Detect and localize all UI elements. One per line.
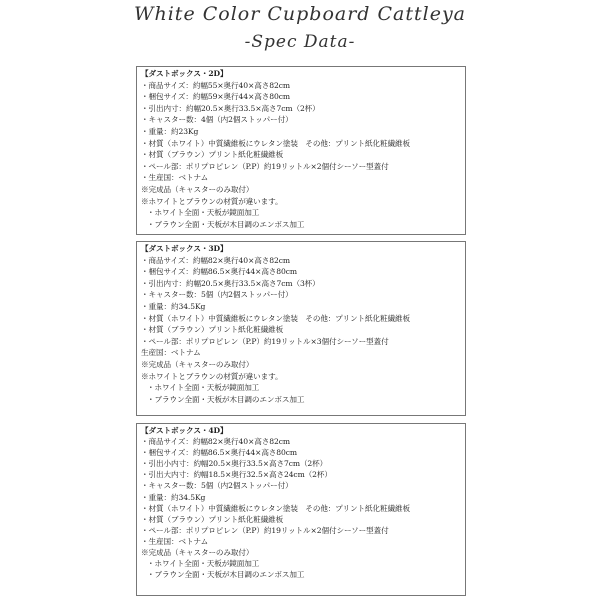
page-header xyxy=(0,0,600,60)
spec-line: ・ペール部：ポリプロピレン（P.P）約19リットル×2個付シーソー型蓋付 xyxy=(141,525,389,535)
spec-note: ※完成品（キャスターのみ取付） xyxy=(141,359,254,369)
spec-line: ・キャスター数：5個（内2個ストッパー付） xyxy=(141,290,293,300)
spec-line: ・生産国：ベトナム xyxy=(141,536,209,546)
spec-line: ・商品サイズ：約幅55×奥行40×高さ82cm xyxy=(141,80,290,90)
spec-line: ・商品サイズ：約幅82×奥行40×高さ82cm xyxy=(141,255,290,265)
section-heading: 【ダストボックス・4D】 xyxy=(141,426,228,435)
spec-line: ・ペール部：ポリプロピレン（P.P）約19リットル×2個付シーソー型蓋付 xyxy=(141,161,389,171)
spec-section-3d xyxy=(136,241,466,416)
spec-line: ・キャスター数：4個（内2個ストッパー付） xyxy=(141,115,293,125)
spec-line: ・材質（ブラウン）プリント紙化粧繊維板 xyxy=(141,325,284,335)
spec-line: ・材質（ホワイト）中質繊維板にウレタン塗装 その他：プリント紙化粧繊維板 xyxy=(141,313,410,323)
spec-note-detail: ・ホワイト全面・天板が鏡面加工 xyxy=(147,383,260,393)
spec-note-detail: ・ブラウン全面・天板が木目調のエンボス加工 xyxy=(147,570,305,580)
spec-line: ・重量：約23Kg xyxy=(141,126,199,136)
spec-line: ・梱包サイズ：約幅86.5×奥行44×高さ80cm xyxy=(141,267,298,277)
spec-note: ※ホワイトとブラウンの材質が違います。 xyxy=(141,196,283,206)
spec-note-detail: ・ホワイト全面・天板が鏡面加工 xyxy=(147,208,260,218)
page-subtitle: -Spec Data- xyxy=(244,32,356,52)
spec-line: ・梱包サイズ：約幅86.5×奥行44×高さ80cm xyxy=(141,448,298,458)
spec-line: 生産国：ベトナム xyxy=(141,348,201,358)
spec-note-detail: ・ホワイト全面・天板が鏡面加工 xyxy=(147,559,260,569)
spec-section-2d xyxy=(136,66,466,235)
spec-line: ・材質（ブラウン）プリント紙化粧繊維板 xyxy=(141,150,284,160)
spec-line: ・材質（ホワイト）中質繊維板にウレタン塗装 その他：プリント紙化粧繊維板 xyxy=(141,138,410,148)
spec-line: ・生産国：ベトナム xyxy=(141,173,209,183)
spec-line: ・重量：約34.5Kg xyxy=(141,492,206,502)
spec-line: ・引出内寸：約幅20.5×奥行33.5×高さ7cm（2杯） xyxy=(141,103,320,113)
spec-note: ※完成品（キャスターのみ取付） xyxy=(141,548,254,558)
spec-line: ・引出小内寸：約幅20.5×奥行33.5×高さ7cm（2杯） xyxy=(141,459,328,469)
spec-line: ・商品サイズ：約幅82×奥行40×高さ82cm xyxy=(141,437,290,447)
spec-line: ・重量：約34.5Kg xyxy=(141,301,206,311)
spec-section-4d xyxy=(136,423,466,596)
section-heading: 【ダストボックス・2D】 xyxy=(141,69,228,78)
spec-line: ・キャスター数：5個（内2個ストッパー付） xyxy=(141,481,293,491)
spec-line: ・ペール部：ポリプロピレン（P.P）約19リットル×3個付シーソー型蓋付 xyxy=(141,336,389,346)
spec-line: ・材質（ホワイト）中質繊維板にウレタン塗装 その他：プリント紙化粧繊維板 xyxy=(141,503,410,513)
spec-line: ・梱包サイズ：約幅59×奥行44×高さ80cm xyxy=(141,92,290,102)
spec-line: ・引出内寸：約幅20.5×奥行33.5×高さ7cm（3杯） xyxy=(141,278,320,288)
spec-line: ・引出大内寸：約幅18.5×奥行32.5×高さ24cm（2杯） xyxy=(141,470,332,480)
spec-note-detail: ・ブラウン全面・天板が木目調のエンボス加工 xyxy=(147,394,305,404)
spec-note: ※ホワイトとブラウンの材質が違います。 xyxy=(141,371,283,381)
spec-note: ※完成品（キャスターのみ取付） xyxy=(141,184,254,194)
section-heading: 【ダストボックス・3D】 xyxy=(141,244,228,253)
page-title: White Color Cupboard Cattleya xyxy=(133,3,467,25)
spec-line: ・材質（ブラウン）プリント紙化粧繊維板 xyxy=(141,514,284,524)
spec-note-detail: ・ブラウン全面・天板が木目調のエンボス加工 xyxy=(147,219,305,229)
